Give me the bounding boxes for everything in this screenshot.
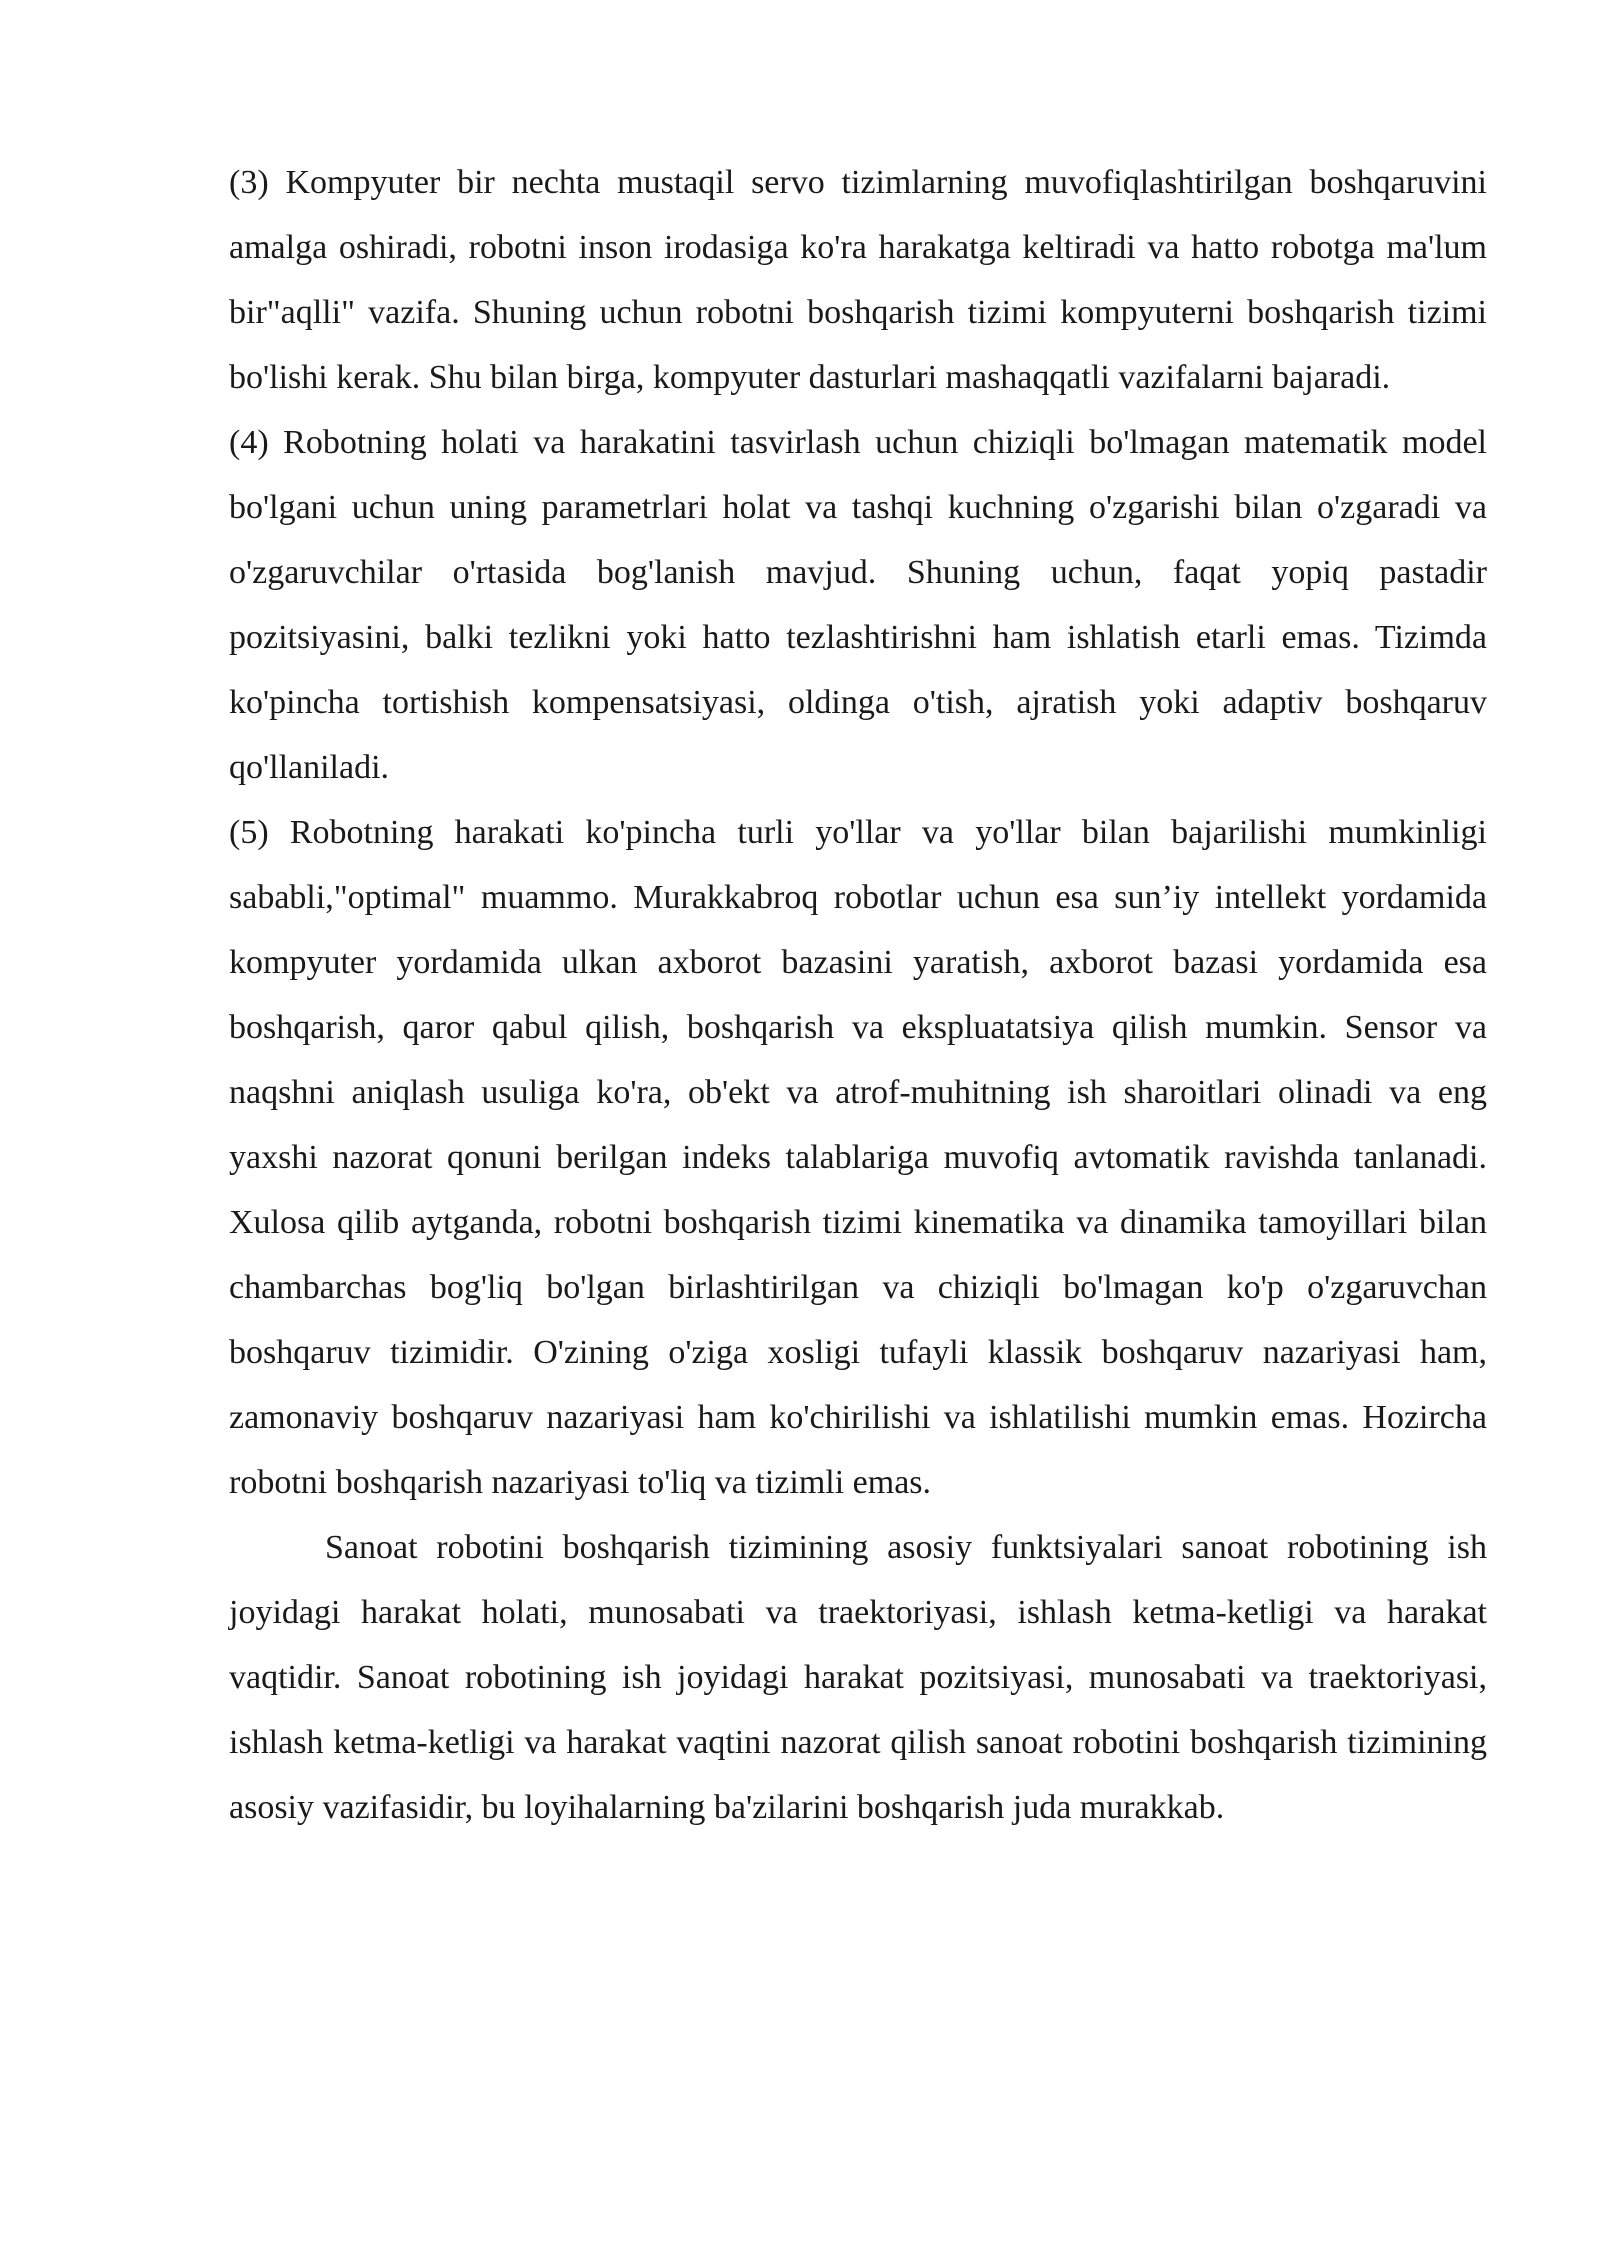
paragraph-4: (4) Robotning holati va harakatini tasvirlash uchun chiziqli bo'lmagan matematik model bo'lgani uchun uning parametrlari holat va tashqi kuchning o'zgarishi bilan o'zgaradi va o'zgaruvchilar o'rtasida bog'lanish mavjud. Shuning uchun, faqat yopiq pastadir pozitsiyasini, balki tezlikni yoki hatto tezlashtirishni ham ishlatish etarli emas. Tizimda ko'pincha tortishish kompensatsiyasi, oldinga o'tish, ajratish yoki adaptiv boshqaruv qo'llaniladi. <box>229 424 1487 786</box>
paragraph-industrial-robot-control: Sanoat robotini boshqarish tizimining asosiy funktsiyalari sanoat robotining ish joyidagi harakat holati, munosabati va traektoriyasi, ishlash ketma-ketligi va harakat vaqtidir. Sanoat robotining ish joyidagi harakat pozitsiyasi, munosabati va traektoriyasi, ishlash ketma-ketligi va harakat vaqtini nazorat qilish sanoat robotini boshqarish tizimining asosiy vazifasidir, bu loyihalarning ba'zilarini boshqarish juda murakkab. <box>229 1529 1487 1826</box>
paragraph-3: (3) Kompyuter bir nechta mustaqil servo tizimlarning muvofiqlashtirilgan boshqaruvini amalga oshiradi, robotni inson irodasiga ko'ra harakatga keltiradi va hatto robotga ma'lum bir"aqlli" vazifa. Shuning uchun robotni boshqarish tizimi kompyuterni boshqarish tizimi bo'lishi kerak. Shu bilan birga, kompyuter dasturlari mashaqqatli vazifalarni bajaradi. <box>229 164 1487 396</box>
document-body <box>229 150 1487 1840</box>
paragraph-5: (5) Robotning harakati ko'pincha turli yo'llar va yo'llar bilan bajarilishi mumkinligi sababli,"optimal" muammo. Murakkabroq robotlar uchun esa sun’iy intellekt yordamida kompyuter yordamida ulkan axborot bazasini yaratish, axborot bazasi yordamida esa boshqarish, qaror qabul qilish, boshqarish va ekspluatatsiya qilish mumkin. Sensor va naqshni aniqlash usuliga ko'ra, ob'ekt va atrof-muhitning ish sharoitlari olinadi va eng yaxshi nazorat qonuni berilgan indeks talablariga muvofiq avtomatik ravishda tanlanadi. Xulosa qilib aytganda, robotni boshqarish tizimi kinematika va dinamika tamoyillari bilan chambarchas bog'liq bo'lgan birlashtirilgan va chiziqli bo'lmagan ko'p o'zgaruvchan boshqaruv tizimidir. O'zining o'ziga xosligi tufayli klassik boshqaruv nazariyasi ham, zamonaviy boshqaruv nazariyasi ham ko'chirilishi va ishlatilishi mumkin emas. Hozircha robotni boshqarish nazariyasi to'liq va tizimli emas. <box>229 814 1487 1501</box>
